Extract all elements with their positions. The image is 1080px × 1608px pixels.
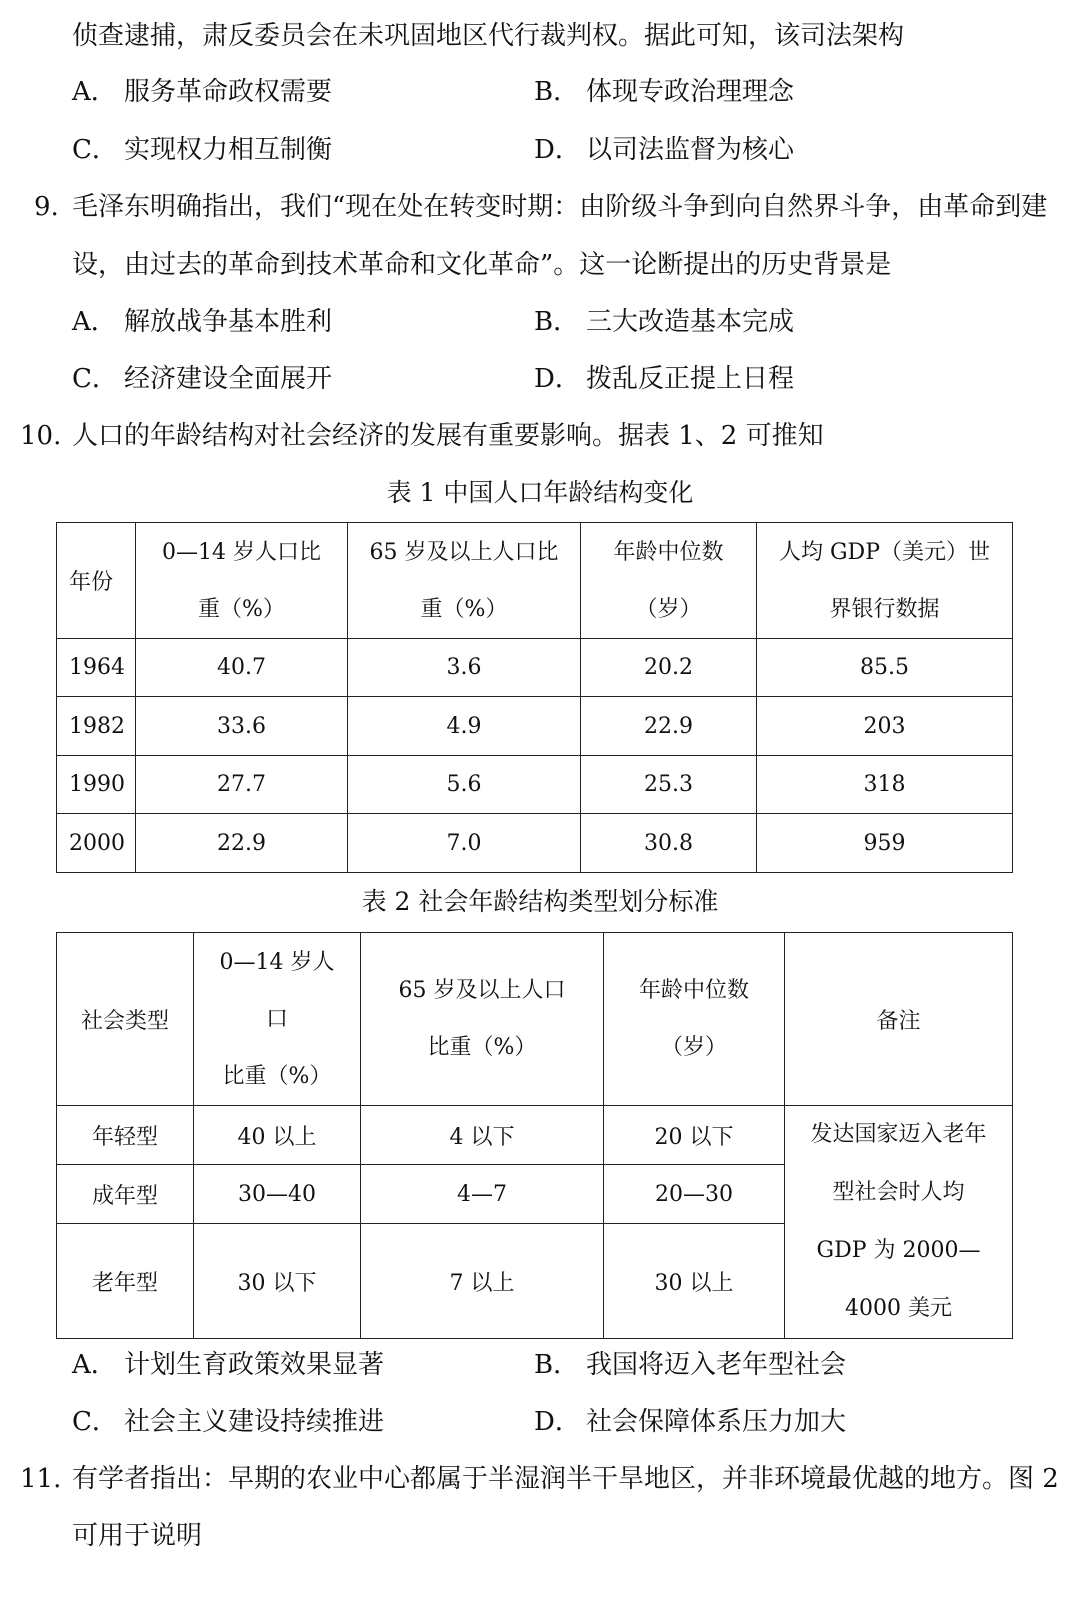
option-letter: B．	[534, 1350, 580, 1380]
table-row	[57, 756, 1013, 814]
note-line: GDP 为 2000—	[816, 1238, 981, 1263]
table1-caption: 表 1 中国人口年龄结构变化	[386, 478, 694, 507]
header-line: 比重（%）	[222, 1063, 332, 1089]
q9-option-d	[534, 359, 794, 399]
option-letter: B．	[534, 307, 580, 337]
header-line: 口	[265, 1006, 288, 1032]
q10-option-b	[534, 1345, 846, 1385]
option-letter: D．	[534, 1407, 581, 1437]
option-text: 社会主义建设持续推进	[124, 1407, 385, 1437]
cell-gdp: 85.5	[757, 639, 1013, 697]
header-line: 重（%）	[198, 596, 285, 622]
header-line: （岁）	[635, 596, 702, 622]
cell-society-type: 成年型	[57, 1165, 194, 1224]
option-letter: C．	[72, 364, 118, 394]
cell-child-ratio: 33.6	[136, 697, 348, 756]
cell-elderly-ratio: 3.6	[348, 639, 581, 697]
q11-stem-line2: 可用于说明	[72, 1521, 203, 1551]
option-letter: B．	[534, 77, 580, 107]
header-child-ratio	[136, 523, 348, 639]
cell-elderly-ratio: 4 以下	[361, 1106, 604, 1165]
option-letter: D．	[534, 364, 581, 394]
option-text: 社会保障体系压力加大	[586, 1407, 847, 1437]
q9-option-a	[72, 302, 332, 342]
cell-year: 1964	[57, 639, 136, 697]
q8-option-a	[72, 72, 332, 112]
cell-child-ratio: 27.7	[136, 756, 348, 814]
table2	[56, 932, 1013, 1339]
table-row	[57, 1106, 1013, 1165]
q8-stem-tail: 侦查逮捕，肃反委员会在未巩固地区代行裁判权。据此可知，该司法架构	[72, 21, 905, 51]
option-letter: D．	[534, 135, 581, 165]
cell-child-ratio: 40.7	[136, 639, 348, 697]
header-line: 界银行数据	[829, 596, 940, 622]
option-text: 计划生育政策效果显著	[124, 1350, 385, 1380]
table-row	[57, 814, 1013, 873]
table-row	[57, 697, 1013, 756]
header-line: 0—14 岁人口比	[162, 539, 321, 565]
header-elderly-ratio	[361, 933, 604, 1106]
option-letter: C．	[72, 135, 118, 165]
cell-median-age: 25.3	[581, 756, 757, 814]
header-line: 0—14 岁人	[219, 949, 335, 975]
cell-elderly-ratio: 7 以上	[361, 1224, 604, 1339]
option-letter: A．	[72, 77, 117, 107]
header-child-ratio	[194, 933, 361, 1106]
q10-option-d	[534, 1402, 846, 1442]
cell-gdp: 318	[757, 756, 1013, 814]
header-line: 人均 GDP（美元）世	[778, 539, 990, 565]
cell-year: 1990	[57, 756, 136, 814]
q10-number: 10.	[20, 421, 62, 451]
cell-society-type: 老年型	[57, 1224, 194, 1339]
q9-option-c	[72, 359, 332, 399]
q10-option-c	[72, 1402, 384, 1442]
header-line: 重（%）	[420, 596, 508, 622]
option-letter: A．	[72, 1350, 117, 1380]
cell-elderly-ratio: 7.0	[348, 814, 581, 873]
option-text: 解放战争基本胜利	[124, 307, 333, 337]
option-text: 体现专政治理理念	[586, 77, 795, 107]
cell-elderly-ratio: 5.6	[348, 756, 581, 814]
option-text: 拨乱反正提上日程	[586, 364, 795, 394]
cell-gdp: 959	[757, 814, 1013, 873]
cell-year: 2000	[57, 814, 136, 873]
option-letter: A．	[72, 307, 117, 337]
cell-society-type: 年轻型	[57, 1106, 194, 1165]
cell-child-ratio: 30—40	[194, 1165, 361, 1224]
cell-year: 1982	[57, 697, 136, 756]
option-text: 我国将迈入老年型社会	[586, 1350, 847, 1380]
header-note: 备注	[785, 933, 1013, 1106]
table-row	[57, 639, 1013, 697]
option-text: 经济建设全面展开	[124, 364, 333, 394]
option-text: 以司法监督为核心	[586, 135, 795, 165]
table2-caption: 表 2 社会年龄结构类型划分标准	[361, 887, 719, 916]
option-text: 三大改造基本完成	[586, 307, 795, 337]
q9-stem-line1: 毛泽东明确指出，我们“现在处在转变时期：由阶级斗争到向自然界斗争，由革命到建	[72, 192, 1048, 222]
header-line: 比重（%）	[427, 1035, 537, 1060]
header-line: 65 岁及以上人口比	[369, 539, 559, 565]
cell-child-ratio: 30 以下	[194, 1224, 361, 1339]
cell-median-age: 20 以下	[604, 1106, 785, 1165]
cell-note	[785, 1106, 1013, 1339]
q9-number: 9.	[34, 192, 59, 222]
q8-option-d	[534, 130, 794, 170]
table1	[56, 522, 1013, 873]
cell-elderly-ratio: 4—7	[361, 1165, 604, 1224]
q10-option-a	[72, 1345, 384, 1385]
q11-stem-line1: 有学者指出：早期的农业中心都属于半湿润半干旱地区，并非环境最优越的地方。图 2	[72, 1464, 1059, 1494]
table1-header-row	[57, 523, 1013, 639]
cell-median-age: 20—30	[604, 1165, 785, 1224]
header-line: 年龄中位数	[638, 978, 749, 1003]
header-gdp	[757, 523, 1013, 639]
option-text: 实现权力相互制衡	[124, 135, 333, 165]
header-median-age	[604, 933, 785, 1106]
header-line: 年龄中位数	[613, 539, 724, 565]
note-line: 发达国家迈入老年	[810, 1122, 987, 1147]
q8-option-b	[534, 72, 794, 112]
note-line: 4000 美元	[845, 1296, 952, 1321]
q9-stem-line2: 设，由过去的革命到技术革命和文化革命”。这一论断提出的历史背景是	[72, 250, 892, 280]
table2-header-row	[57, 933, 1013, 1106]
cell-median-age: 20.2	[581, 639, 757, 697]
q9-option-b	[534, 302, 794, 342]
cell-child-ratio: 40 以上	[194, 1106, 361, 1165]
header-line: （岁）	[660, 1035, 727, 1060]
q11-number: 11.	[20, 1464, 62, 1494]
option-text: 服务革命政权需要	[124, 77, 333, 107]
header-year: 年份	[57, 523, 136, 639]
cell-gdp: 203	[757, 697, 1013, 756]
cell-child-ratio: 22.9	[136, 814, 348, 873]
header-median-age	[581, 523, 757, 639]
q10-stem: 人口的年龄结构对社会经济的发展有重要影响。据表 1、2 可推知	[72, 421, 824, 451]
option-letter: C．	[72, 1407, 118, 1437]
header-elderly-ratio	[348, 523, 581, 639]
cell-median-age: 30.8	[581, 814, 757, 873]
cell-elderly-ratio: 4.9	[348, 697, 581, 756]
cell-median-age: 22.9	[581, 697, 757, 756]
note-line: 型社会时人均	[832, 1180, 965, 1205]
header-society-type: 社会类型	[57, 933, 194, 1106]
cell-median-age: 30 以上	[604, 1224, 785, 1339]
q8-option-c	[72, 130, 332, 170]
header-line: 65 岁及以上人口	[398, 978, 566, 1003]
